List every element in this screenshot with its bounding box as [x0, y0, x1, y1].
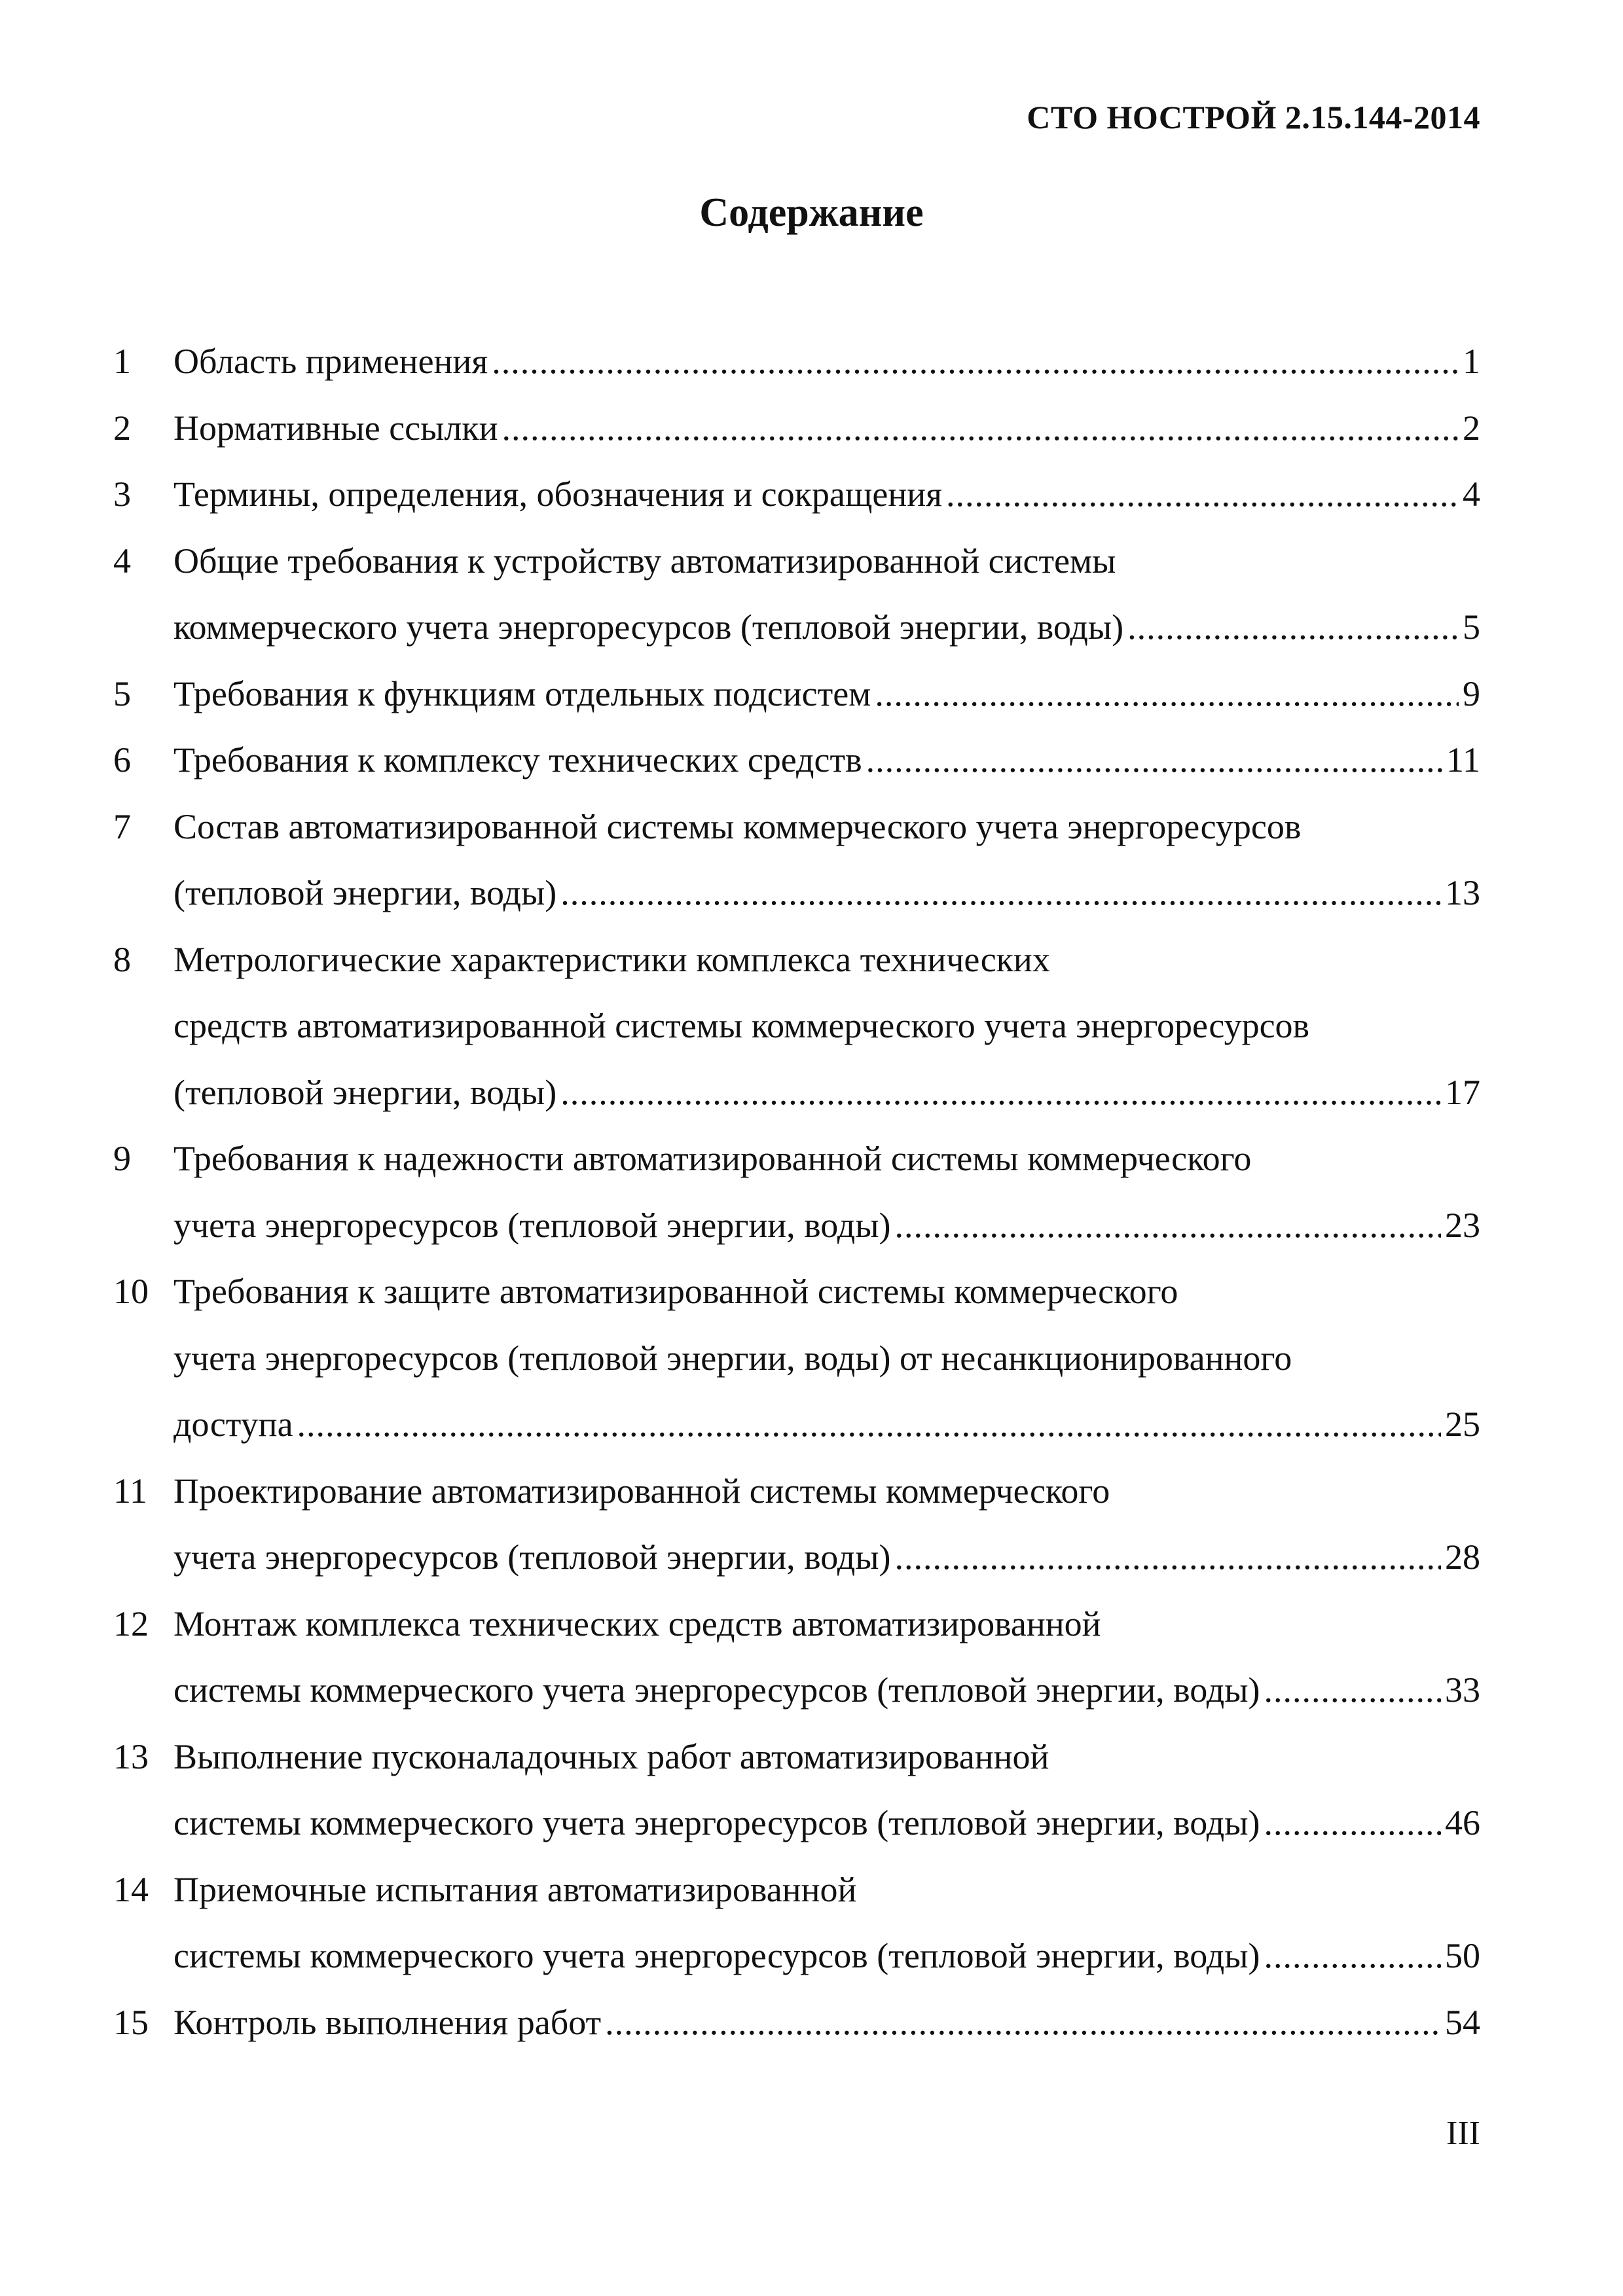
toc-entry-body	[173, 794, 1480, 927]
toc-entry-title-line: Приемочные испытания автоматизированной	[173, 1869, 857, 1909]
toc-entry-title-line: системы коммерческого учета энергоресурсов (тепловой энергии, воды)	[173, 1803, 1260, 1842]
toc-entry-body	[173, 461, 1480, 528]
dot-leader	[1264, 1790, 1441, 1857]
toc-entry-body	[173, 1126, 1480, 1259]
toc-entry-title-line: средств автоматизированной системы коммерческого учета энергоресурсов	[173, 1006, 1310, 1045]
toc-entry-number: 2	[113, 408, 131, 448]
toc-entry-page: 11	[1446, 740, 1480, 780]
dot-leader	[946, 461, 1459, 528]
dot-leader	[894, 1524, 1441, 1591]
dot-leader	[875, 661, 1459, 728]
toc-entry[interactable]	[113, 1259, 1480, 1458]
toc-entry-number: 6	[113, 740, 131, 780]
dot-leader	[492, 329, 1459, 395]
toc-entry-page: 33	[1445, 1670, 1480, 1710]
toc-entry-title-line: Метрологические характеристики комплекса технических	[173, 939, 1050, 979]
toc-entry-title-line: Общие требования к устройству автоматизированной системы	[173, 541, 1116, 581]
toc-entry-last-line	[173, 461, 1480, 528]
toc-entry[interactable]	[113, 1857, 1480, 1990]
toc-entry-title-line: Требования к комплексу технических средств	[173, 740, 862, 780]
toc-entry-title-line: Требования к защите автоматизированной системы коммерческого	[173, 1272, 1178, 1311]
toc-entry-number: 9	[113, 1139, 131, 1178]
toc-entry-page: 23	[1445, 1205, 1480, 1245]
toc-entry-last-line	[173, 329, 1480, 395]
page-number: III	[1446, 2115, 1480, 2152]
toc-entry-title-line: Нормативные ссылки	[173, 408, 498, 448]
toc-entry-last-line	[173, 1990, 1480, 2056]
dot-leader	[866, 727, 1442, 794]
toc-entry-body	[173, 927, 1480, 1126]
toc-entry[interactable]	[113, 727, 1480, 794]
toc-entry-title-line: учета энергоресурсов (тепловой энергии, воды) от несанкционированного	[173, 1338, 1292, 1378]
toc-entry-number: 12	[113, 1604, 149, 1643]
toc-entry-page: 9	[1463, 673, 1480, 713]
toc-entry-number: 15	[113, 2002, 149, 2042]
toc-entry-number: 4	[113, 541, 131, 581]
toc-entry[interactable]	[113, 661, 1480, 728]
toc-entry-title-line: учета энергоресурсов (тепловой энергии, воды)	[173, 1537, 891, 1577]
toc-entry-title-line: Монтаж комплекса технических средств автоматизированной	[173, 1604, 1101, 1643]
table-of-contents	[113, 329, 1480, 2056]
toc-entry-title-line: коммерческого учета энергоресурсов (тепловой энергии, воды)	[173, 607, 1124, 647]
toc-entry[interactable]	[113, 1990, 1480, 2056]
toc-entry-last-line	[173, 860, 1480, 927]
toc-entry-page: 28	[1445, 1537, 1480, 1577]
toc-entry-body	[173, 1857, 1480, 1990]
toc-entry-page: 54	[1445, 2002, 1480, 2042]
toc-entry[interactable]	[113, 1724, 1480, 1857]
toc-entry-number: 1	[113, 342, 131, 381]
toc-entry-last-line	[173, 594, 1480, 661]
toc-entry-title-line: доступа	[173, 1405, 293, 1444]
dot-leader	[502, 395, 1459, 462]
dot-leader	[1264, 1923, 1441, 1990]
toc-entry-title-line: Проектирование автоматизированной системы коммерческого	[173, 1471, 1110, 1511]
toc-entry-number: 10	[113, 1272, 149, 1311]
toc-entry-body	[173, 1458, 1480, 1591]
toc-entry-title-line: (тепловой энергии, воды)	[173, 873, 557, 912]
dot-leader	[894, 1193, 1441, 1259]
toc-entry[interactable]	[113, 1591, 1480, 1724]
toc-entry-title-line: Выполнение пусконаладочных работ автоматизированной	[173, 1736, 1049, 1776]
toc-entry-last-line	[173, 661, 1480, 728]
toc-entry[interactable]	[113, 1458, 1480, 1591]
toc-entry[interactable]	[113, 329, 1480, 395]
toc-entry-page: 1	[1463, 342, 1480, 381]
toc-entry-last-line	[173, 727, 1480, 794]
toc-entry-body	[173, 395, 1480, 462]
toc-entry-page: 17	[1445, 1072, 1480, 1112]
toc-entry-title-line: Требования к функциям отдельных подсистем	[173, 673, 871, 713]
toc-entry-body	[173, 528, 1480, 661]
toc-entry-last-line	[173, 1524, 1480, 1591]
toc-entry-body	[173, 1724, 1480, 1857]
toc-entry-number: 8	[113, 939, 131, 979]
toc-entry-number: 7	[113, 806, 131, 846]
toc-entry-number: 3	[113, 475, 131, 514]
toc-entry-title-line: (тепловой энергии, воды)	[173, 1072, 557, 1112]
toc-entry-page: 5	[1463, 607, 1480, 647]
toc-entry-last-line	[173, 1391, 1480, 1458]
toc-entry-page: 4	[1463, 475, 1480, 514]
toc-entry-title-line: системы коммерческого учета энергоресурсов (тепловой энергии, воды)	[173, 1936, 1260, 1975]
toc-entry[interactable]	[113, 528, 1480, 661]
toc-entry-title-line: Контроль выполнения работ	[173, 2002, 602, 2042]
toc-entry-last-line	[173, 1657, 1480, 1724]
toc-entry[interactable]	[113, 461, 1480, 528]
toc-entry[interactable]	[113, 927, 1480, 1126]
document-code: СТО НОСТРОЙ 2.15.144-2014	[1027, 99, 1480, 135]
toc-entry-number: 11	[113, 1471, 147, 1511]
dot-leader	[605, 1990, 1441, 2056]
toc-entry-title-line: Требования к надежности автоматизированной системы коммерческого	[173, 1139, 1252, 1178]
toc-entry-last-line	[173, 1790, 1480, 1857]
toc-entry[interactable]	[113, 1126, 1480, 1259]
dot-leader	[560, 860, 1441, 927]
toc-entry-number: 13	[113, 1736, 149, 1776]
toc-entry-number: 5	[113, 673, 131, 713]
toc-entry-title-line: Область применения	[173, 342, 488, 381]
page-title: Содержание	[699, 190, 924, 235]
toc-entry-page: 46	[1445, 1803, 1480, 1842]
toc-entry-title-line: Термины, определения, обозначения и сокращения	[173, 475, 942, 514]
toc-entry-page: 25	[1445, 1405, 1480, 1444]
toc-entry-title-line: учета энергоресурсов (тепловой энергии, воды)	[173, 1205, 891, 1245]
toc-entry[interactable]	[113, 395, 1480, 462]
toc-entry-body	[173, 329, 1480, 395]
toc-entry-title-line: системы коммерческого учета энергоресурсов (тепловой энергии, воды)	[173, 1670, 1260, 1710]
toc-entry-body	[173, 727, 1480, 794]
toc-entry-page: 13	[1445, 873, 1480, 912]
toc-entry-last-line	[173, 1060, 1480, 1126]
toc-entry-last-line	[173, 1193, 1480, 1259]
toc-entry-last-line	[173, 395, 1480, 462]
toc-entry[interactable]	[113, 794, 1480, 927]
toc-entry-title-line: Состав автоматизированной системы коммерческого учета энергоресурсов	[173, 806, 1302, 846]
toc-entry-number: 14	[113, 1869, 149, 1909]
toc-entry-body	[173, 1259, 1480, 1458]
toc-entry-body	[173, 661, 1480, 728]
dot-leader	[1264, 1657, 1441, 1724]
toc-entry-page: 50	[1445, 1936, 1480, 1975]
dot-leader	[297, 1391, 1441, 1458]
dot-leader	[1127, 594, 1459, 661]
toc-entry-body	[173, 1591, 1480, 1724]
toc-entry-last-line	[173, 1923, 1480, 1990]
toc-entry-body	[173, 1990, 1480, 2056]
toc-entry-page: 2	[1463, 408, 1480, 448]
dot-leader	[560, 1060, 1441, 1126]
